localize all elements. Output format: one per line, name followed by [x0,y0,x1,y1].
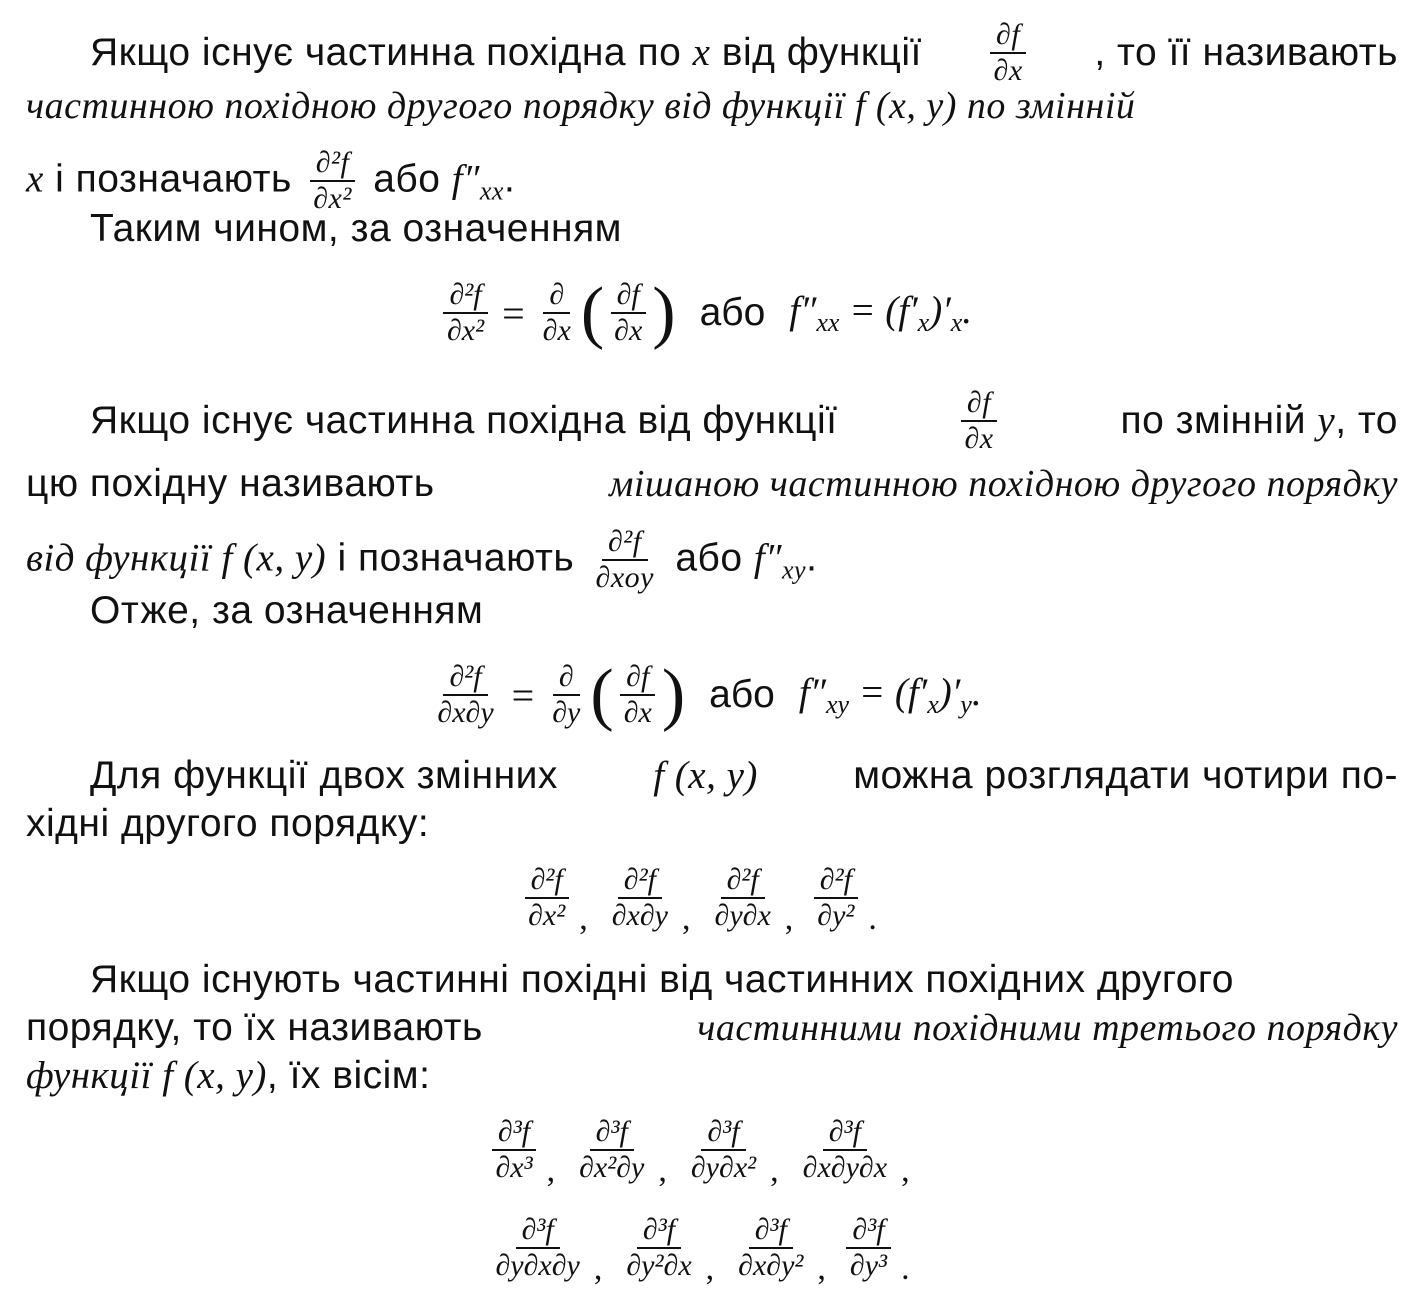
fraction: $\frac{\partial}{\partial y}$ [552,660,581,729]
p4-line2: порядку, то їх називають частинними похідними третього порядку [26,1006,1398,1049]
p4-line3: функції f (x, y), їх вісім: [26,1054,431,1097]
third-order-row-1: $\frac{\text{∂³f}}{\text{∂x³}}$ , $\frac{\text{∂³f}}{\text{∂x²∂y}}$ , $\frac{\text{∂³f}}{\text{∂y∂x²}}$ , $\frac{\text{∂³f}}{\partial x\partial y\partial x}$ , [0,1110,1409,1190]
fraction: $\frac{\partial f}{\partial x}$ [608,278,648,348]
p4-line1: Якщо існують частинні похідні від частинних похідних другого [90,958,1234,1001]
fraction-df-dx: $\frac{\partial f}{\partial x}$ [958,386,999,456]
fraction: $\frac{\text{∂²f}}{\text{∂y²}}$ [811,863,860,933]
p1-line4: Таким чином, за означенням [90,207,622,250]
fraction-d2f-dxoy: $\frac{\text{∂²f}}{\text{∂xoy}}$ [595,525,654,594]
p1-line2: частинною похідною другого порядку від функції f (x, y) по змінній [26,85,1136,127]
second-order-list: $\frac{\text{∂²f}}{\text{∂x²}}$ , $\frac{\text{∂²f}}{\partial x\partial y}$ , $\frac{\text{∂²f}}{\partial y\partial x}$ , $\frac{\text{∂²f}}{\text{∂y²}}$ . [0,858,1409,938]
p1-line1 [26,18,1398,88]
fraction: $\frac{\text{∂³f}}{\text{∂y∂x²}}$ [690,1115,757,1184]
fraction: $\frac{\text{∂²f}}{\text{∂x²}}$ [441,278,490,348]
fraction: $\frac{\text{∂²f}}{\text{∂x²}}$ [522,863,571,933]
fraction: $\frac{\text{∂³f}}{\text{∂x²∂y}}$ [579,1115,645,1184]
p3-line2: хідні другого порядку: [26,802,430,845]
equation-1: $\frac{\text{∂²f}}{\text{∂x²}}$ = $\frac{\partial}{\partial x}$ ( $\frac{\partial f}{\partial x}$ ) або $f''_{xx} = (f'_x)'_x$. [0,268,1409,358]
fraction: $\frac{\text{∂³f}}{\text{∂y³}}$ [844,1213,893,1283]
third-order-row-2: $\frac{\text{∂³f}}{\partial y\partial x\partial y}$ , $\frac{\text{∂³f}}{\text{∂y²∂x}}$ , $\frac{\text{∂³f}}{\text{∂x∂y²}}$ , $\frac{\text{∂³f}}{\text{∂y³}}$ . [0,1208,1409,1288]
p2-line1: Якщо існує частинна похідна від функції $\frac{\partial f}{\partial x}$ по змінній y, то [90,386,1398,455]
fraction: $\frac{\partial}{\partial x}$ [542,278,571,347]
fraction: $\frac{\text{∂²f}}{\partial y\partial x}$ [714,863,771,932]
fraction: $\frac{\text{∂²f}}{\partial x\partial y}$ [437,660,494,729]
text: Якщо існує частинна похідна по x від функції [90,31,922,74]
fraction-d2f-dx2: $\frac{\text{∂²f}}{\text{∂x²}}$ [307,146,358,216]
p1-line3: x і позначають $\frac{\text{∂²f}}{\text{∂x²}}$ або $f''_{xx}$. [26,146,516,215]
p2-line3: від функції f (x, y) і позначають $\frac{\text{∂²f}}{\text{∂xoy}}$ або $f''_{xy}$. [26,525,818,594]
fraction: $\frac{\partial f}{\partial x}$ [618,660,658,730]
fraction: $\frac{\text{∂³f}}{\text{∂y²∂x}}$ [626,1213,692,1282]
text: , то її називають [1094,31,1398,74]
equation-2: $\frac{\text{∂²f}}{\partial x\partial y}$ = $\frac{\partial}{\partial y}$ ( $\frac{\partial f}{\partial x}$ ) або $f''_{xy} = (f'_x)'_y$. [0,650,1409,740]
fraction-df-dx: $\frac{\partial f}{\partial x}$ [988,18,1029,88]
fraction: $\frac{\text{∂²f}}{\partial x\partial y}$ [611,863,668,932]
fraction: $\frac{\text{∂³f}}{\text{∂x∂y²}}$ [738,1213,804,1282]
fraction: $\frac{\text{∂³f}}{\partial y\partial x\partial y}$ [495,1213,580,1282]
p2-line4: Отже, за означенням [90,589,484,632]
p2-line2: цю похідну називають мішаною частинною похідною другого порядку [26,462,1398,505]
fraction: $\frac{\text{∂³f}}{\partial x\partial y\partial x}$ [802,1115,888,1184]
p3-line1: Для функції двох змінних f (x, y) можна розглядати чотири по- [90,754,1398,797]
fraction: $\frac{\text{∂³f}}{\text{∂x³}}$ [489,1115,538,1185]
